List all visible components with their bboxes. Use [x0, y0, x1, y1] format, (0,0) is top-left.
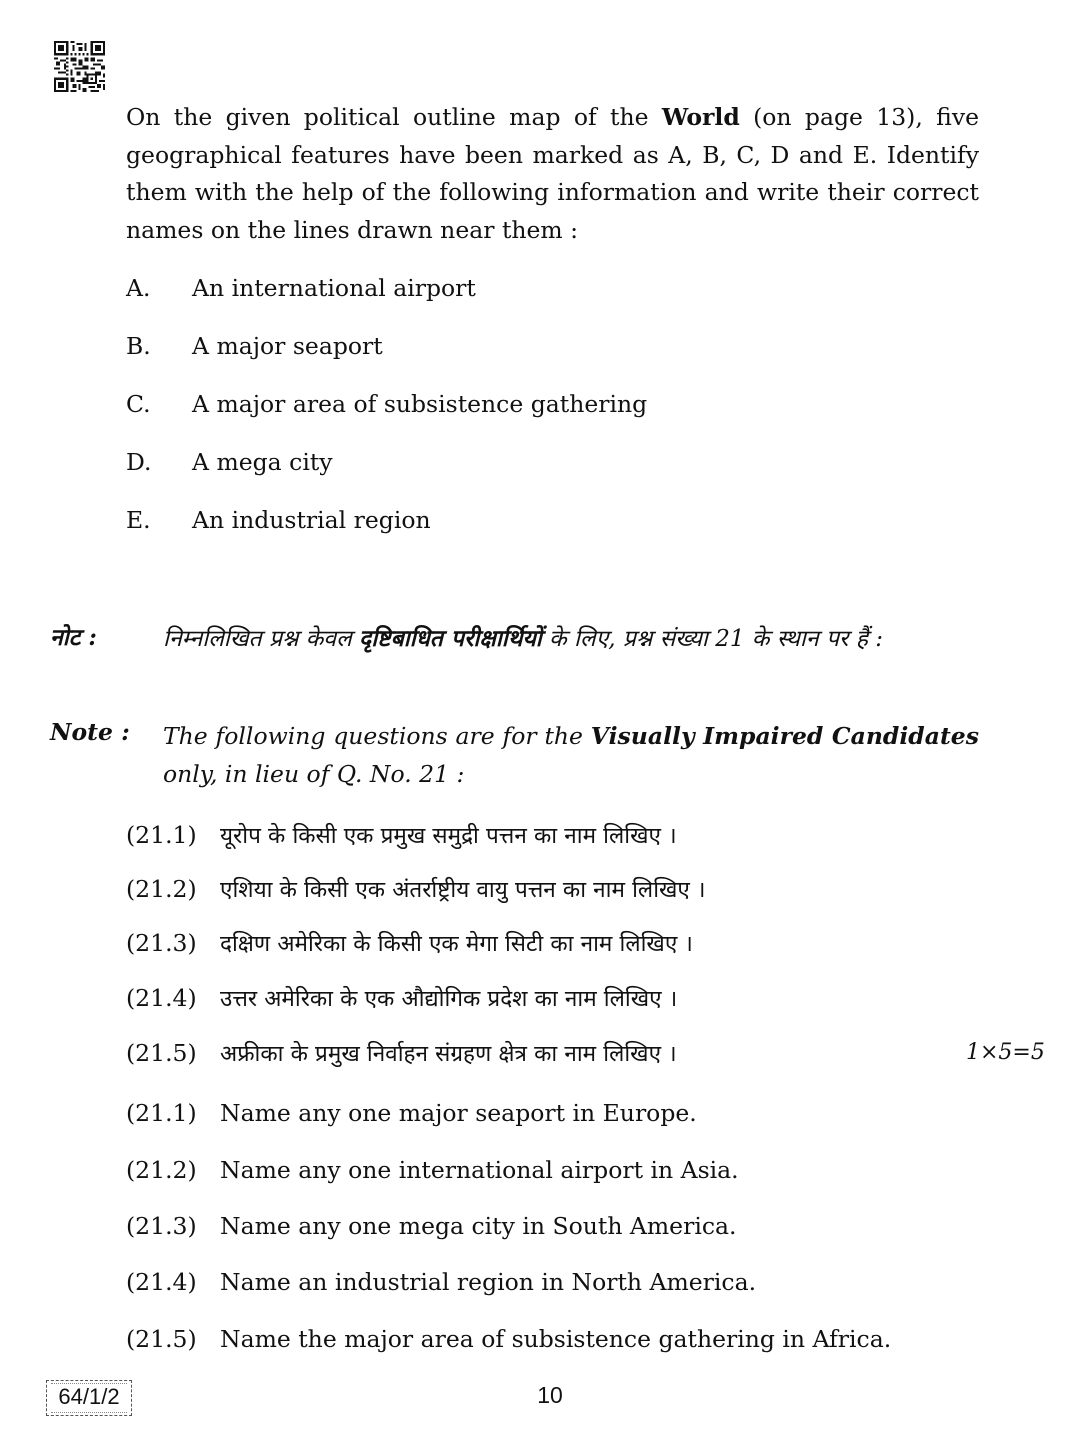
option-item	[126, 389, 647, 419]
option-letter: C.	[126, 390, 151, 418]
map-question-instructions	[126, 99, 979, 249]
question-item-english	[126, 1267, 756, 1297]
question-number: (21.1)	[126, 821, 197, 849]
question-number: (21.1)	[126, 1099, 197, 1127]
question-item-hindi	[126, 874, 706, 905]
option-item	[126, 505, 431, 535]
question-text: Name any one international airport in Asia.	[220, 1156, 739, 1184]
option-letter: B.	[126, 332, 151, 360]
option-text: A mega city	[192, 448, 333, 476]
question-item-english	[126, 1155, 739, 1185]
option-item	[126, 447, 333, 477]
instructions-bold-text: World	[661, 103, 740, 131]
question-text: दक्षिण अमेरिका के किसी एक मेगा सिटी का नाम लिखिए ।	[220, 931, 693, 957]
option-letter: E.	[126, 506, 151, 534]
note-text-hindi	[163, 620, 983, 658]
option-text: A major area of subsistence gathering	[192, 390, 648, 418]
note-english-text-continued: only, in lieu of Q. No. 21 :	[163, 759, 465, 788]
option-letter: D.	[126, 448, 152, 476]
note-text-english	[163, 718, 979, 793]
option-text: An industrial region	[192, 506, 431, 534]
note-hindi-text: निम्नलिखित प्रश्न केवल	[163, 626, 359, 652]
note-english-text: The following questions are for the	[163, 722, 591, 750]
question-item-english	[126, 1324, 891, 1354]
question-text: अफ्रीका के प्रमुख निर्वाहन संग्रहण क्षेत्र का नाम लिखिए ।	[220, 1041, 677, 1067]
question-item-hindi	[126, 983, 677, 1014]
instructions-text-continued: (on page 13), five geographical features have been marked as A, B, C, D and E. Identify them with the help of the following information and write their correct names on the lines drawn near them :	[126, 103, 979, 244]
question-number: (21.2)	[126, 875, 197, 903]
question-number: (21.2)	[126, 1156, 197, 1184]
note-label-hindi: नोट :	[50, 624, 97, 651]
paper-code-box	[46, 1380, 132, 1416]
question-text: उत्तर अमेरिका के एक औद्योगिक प्रदेश का नाम लिखिए ।	[220, 986, 678, 1012]
question-text: Name the major area of subsistence gathering in Africa.	[220, 1325, 892, 1353]
note-label-english: Note :	[50, 718, 130, 746]
question-number: (21.5)	[126, 1039, 197, 1067]
question-text: एशिया के किसी एक अंतर्राष्ट्रीय वायु पत्तन का नाम लिखिए ।	[220, 877, 706, 903]
question-number: (21.4)	[126, 984, 197, 1012]
page-number: 10	[537, 1382, 563, 1408]
option-item	[126, 331, 383, 361]
question-text: Name any one major seaport in Europe.	[220, 1099, 697, 1127]
note-hindi-text-continued: के लिए, प्रश्न संख्या 21 के स्थान पर हैं :	[541, 626, 884, 652]
instructions-text: On the given political outline map of the	[126, 103, 662, 131]
code-border-rule	[51, 1412, 127, 1413]
question-item-hindi	[126, 1038, 677, 1069]
note-hindi-bold-text: दृष्टिबाधित परीक्षार्थियों	[359, 625, 542, 652]
question-item-hindi	[126, 928, 693, 959]
paper-code: 64/1/2	[58, 1384, 120, 1409]
question-number: (21.3)	[126, 929, 197, 957]
qr-code-icon	[54, 41, 105, 92]
question-number: (21.5)	[126, 1325, 197, 1353]
question-item-hindi	[126, 820, 677, 851]
question-item-english	[126, 1211, 736, 1241]
question-text: Name an industrial region in North America.	[220, 1268, 757, 1296]
option-item	[126, 273, 476, 303]
question-item-english	[126, 1098, 697, 1128]
question-number: (21.4)	[126, 1268, 197, 1296]
option-text: An international airport	[192, 274, 476, 302]
question-text: यूरोप के किसी एक प्रमुख समुद्री पत्तन का नाम लिखिए ।	[220, 823, 677, 849]
question-number: (21.3)	[126, 1212, 197, 1240]
note-english-bold-text: Visually Impaired Candidates	[590, 722, 979, 750]
option-letter: A.	[126, 274, 151, 302]
question-text: Name any one mega city in South America.	[220, 1212, 737, 1240]
marks-allocation: 1×5=5	[966, 1040, 1045, 1065]
option-text: A major seaport	[192, 332, 383, 360]
